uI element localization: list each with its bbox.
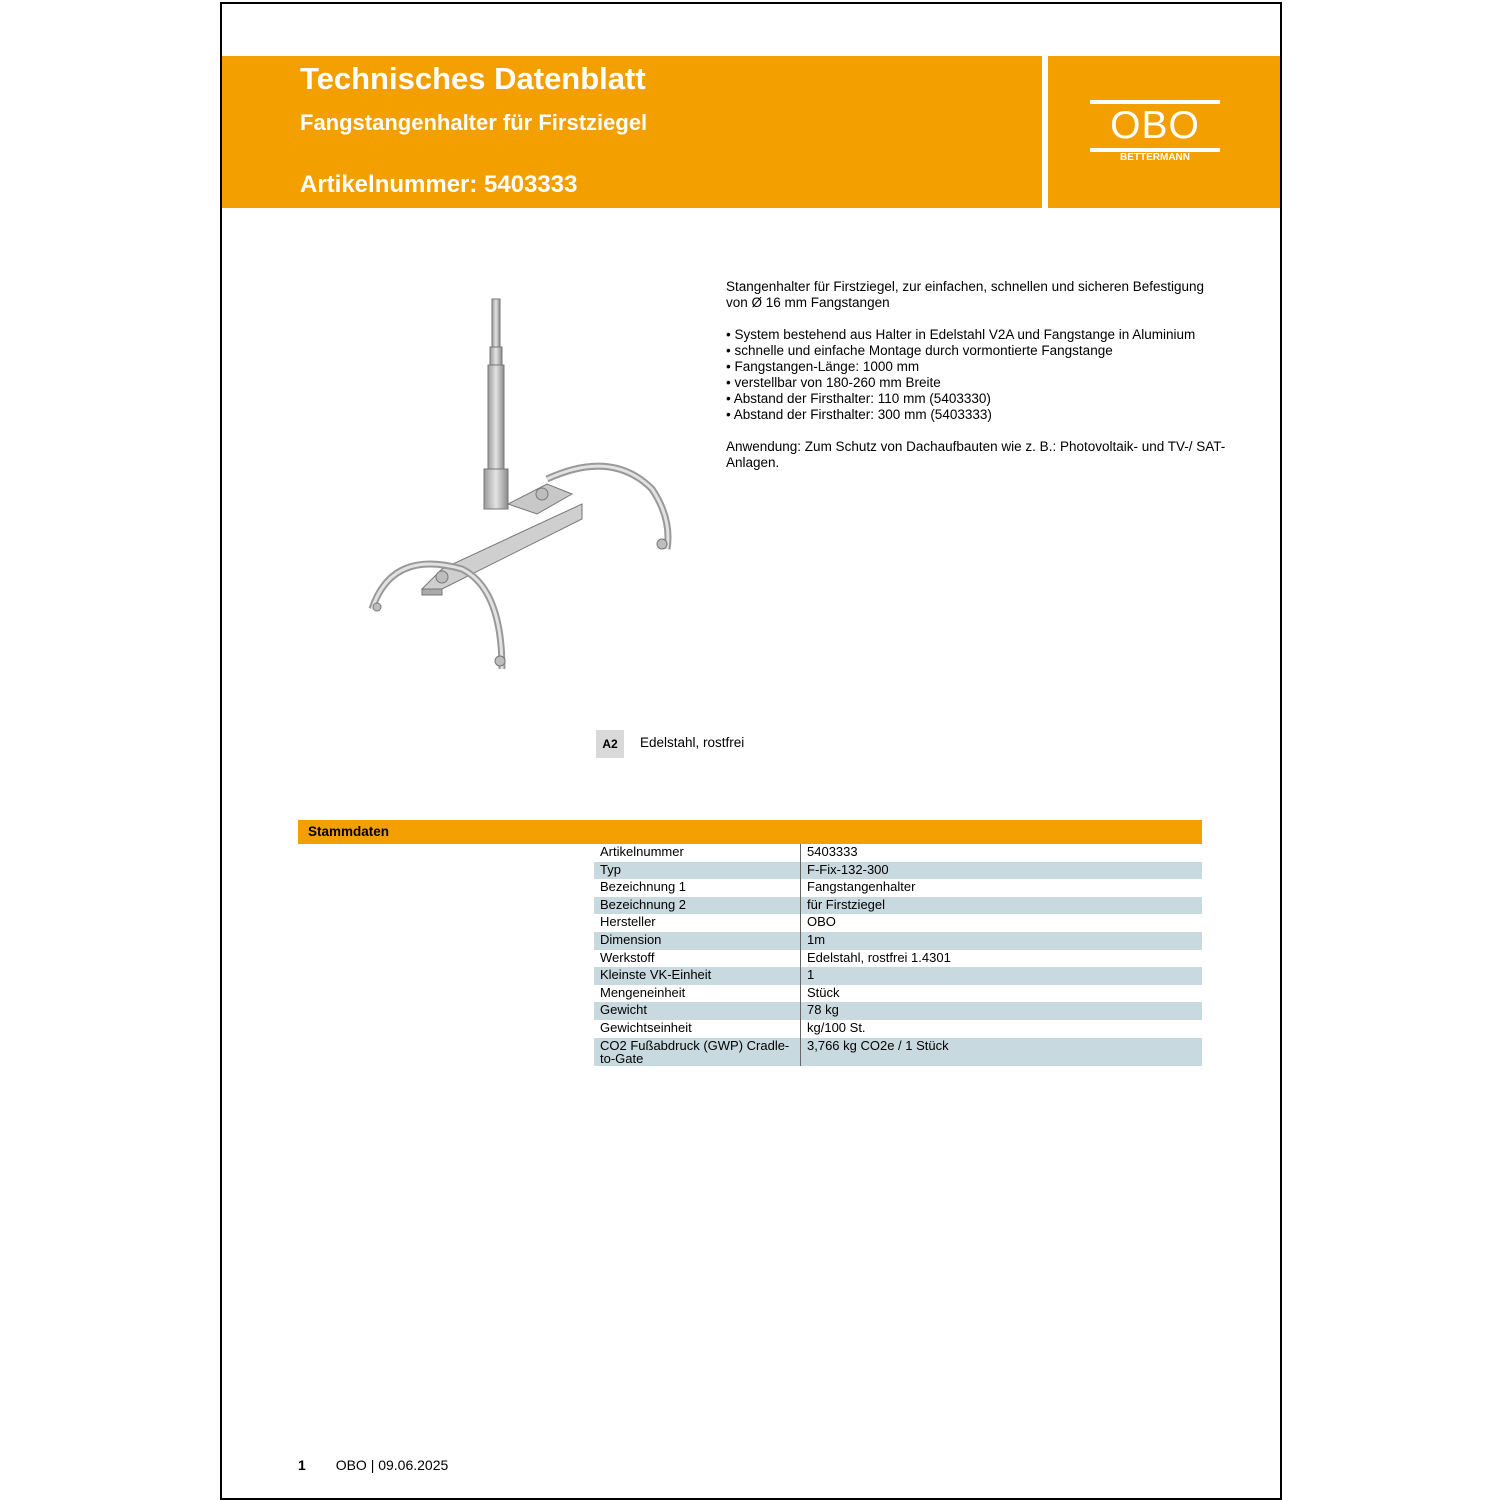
row-value: Fangstangenhalter — [807, 879, 916, 895]
table-row — [594, 862, 1202, 880]
page-footer — [298, 1457, 448, 1473]
row-value: kg/100 St. — [807, 1019, 866, 1035]
article-number-heading: Artikelnummer: 5403333 — [300, 171, 578, 198]
obo-logo — [1090, 100, 1220, 166]
product-image — [332, 289, 692, 679]
row-value: Stück — [807, 984, 840, 1000]
table-row — [594, 879, 1202, 897]
row-key: Kleinste VK-Einheit — [594, 967, 801, 985]
feature-item: • Abstand der Firsthalter: 300 mm (5403333) — [726, 407, 992, 422]
table-row — [594, 1020, 1202, 1038]
row-value: für Firstziegel — [807, 896, 886, 912]
material-badge: A2 — [596, 730, 624, 758]
row-key: Bezeichnung 2 — [594, 897, 801, 915]
row-value: 1 — [807, 967, 815, 983]
stammdaten-title: Stammdaten — [308, 824, 390, 839]
row-key: Artikelnummer — [594, 844, 801, 862]
feature-item: • schnelle und einfache Montage durch vormontierte Fangstange — [726, 343, 1113, 358]
material-label: Edelstahl, rostfrei — [640, 735, 745, 750]
row-key: Werkstoff — [594, 950, 801, 968]
logo-subtitle: BETTERMANN — [1120, 152, 1190, 163]
application-text: Anwendung: Zum Schutz von Dachaufbauten wie z. B.: Photovoltaik- und TV-/ SAT-Anlagen. — [726, 439, 1226, 470]
table-row — [594, 1038, 1202, 1066]
table-row — [594, 967, 1202, 985]
row-key: Bezeichnung 1 — [594, 879, 801, 897]
page-subtitle: Fangstangenhalter für Firstziegel — [300, 110, 648, 135]
page-number: 1 — [298, 1457, 306, 1473]
table-row — [594, 985, 1202, 1003]
feature-item: • Abstand der Firsthalter: 110 mm (5403330) — [726, 391, 991, 406]
row-value: 3,766 kg CO2e / 1 Stück — [807, 1037, 949, 1053]
description-intro: Stangenhalter für Firstziegel, zur einfachen, schnellen und sicheren Befestigung von Ø 16 mm Fangstangen — [726, 279, 1205, 310]
datasheet-page — [220, 2, 1282, 1500]
stammdaten-table — [594, 844, 1202, 1066]
row-value: 1m — [807, 931, 826, 947]
row-value: Edelstahl, rostfrei 1.4301 — [807, 949, 951, 965]
row-key: CO2 Fußabdruck (GWP) Cradle-to-Gate — [594, 1038, 801, 1066]
row-key: Gewichtseinheit — [594, 1020, 801, 1038]
feature-item: • verstellbar von 180-260 mm Breite — [726, 375, 941, 390]
logo-name: OBO — [1110, 104, 1200, 147]
row-value: OBO — [807, 914, 836, 930]
row-key: Typ — [594, 862, 801, 880]
row-value: 5403333 — [807, 844, 858, 859]
table-row — [594, 932, 1202, 950]
feature-list — [726, 327, 1226, 423]
table-row — [594, 1002, 1202, 1020]
table-row — [594, 950, 1202, 968]
feature-item: • Fangstangen-Länge: 1000 mm — [726, 359, 920, 374]
table-row — [594, 897, 1202, 915]
row-key: Gewicht — [594, 1002, 801, 1020]
row-value: 78 kg — [807, 1002, 839, 1018]
row-key: Hersteller — [594, 914, 801, 932]
row-value: F-Fix-132-300 — [807, 861, 889, 877]
row-key: Dimension — [594, 932, 801, 950]
stammdaten-header — [298, 820, 1202, 844]
feature-item: • System bestehend aus Halter in Edelstahl V2A und Fangstange in Aluminium — [726, 327, 1196, 342]
page-title: Technisches Datenblatt — [300, 61, 646, 96]
product-description — [726, 279, 1226, 471]
table-row — [594, 844, 1202, 862]
footer-text: OBO | 09.06.2025 — [335, 1457, 449, 1473]
table-row — [594, 914, 1202, 932]
row-key: Mengeneinheit — [594, 985, 801, 1003]
